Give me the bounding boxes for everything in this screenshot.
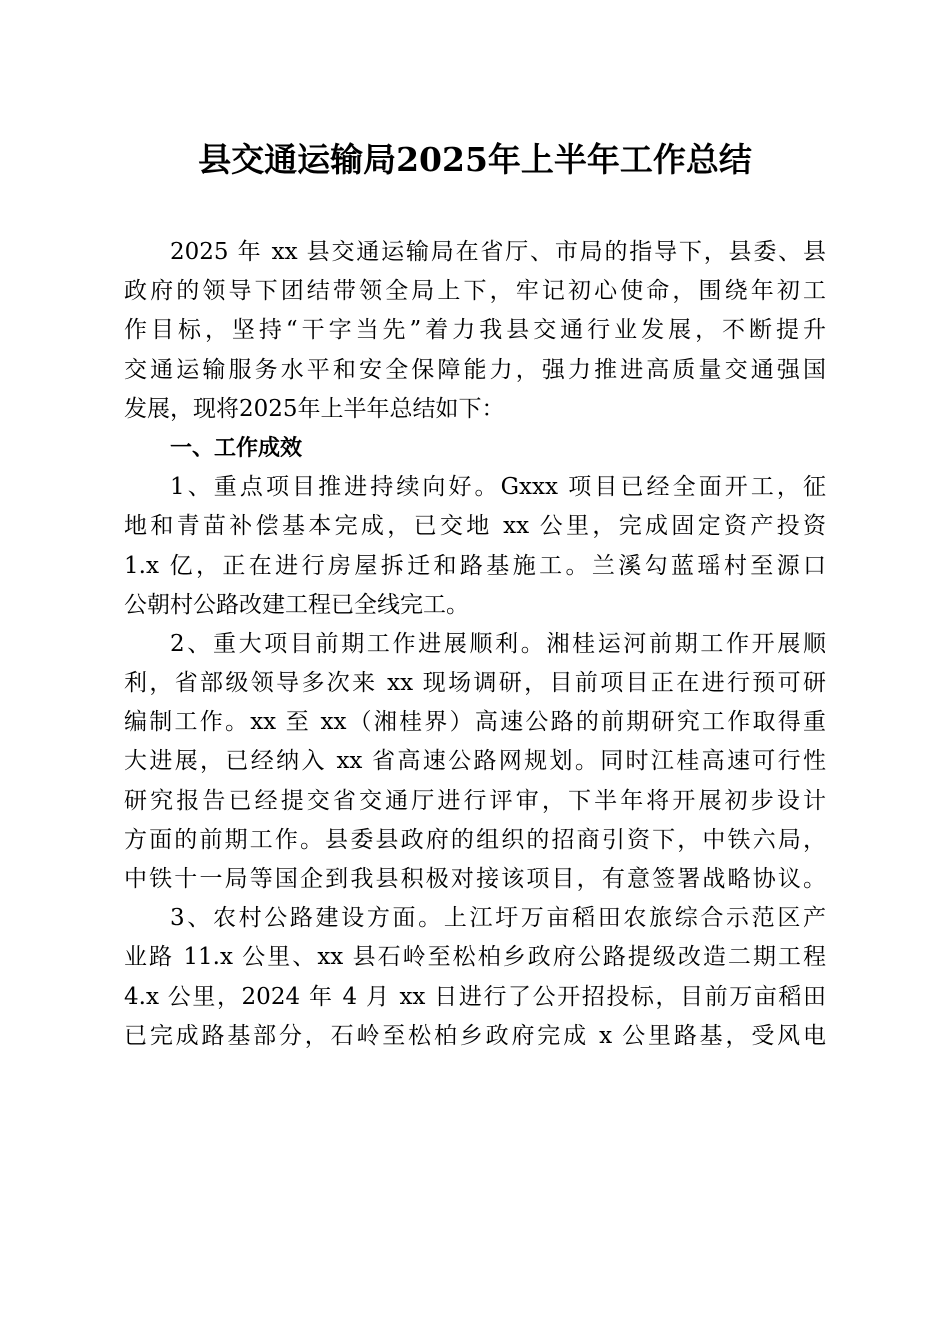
paragraph-line: 大进展，已经纳入 xx 省高速公路网规划。同时江桂高速可行性	[124, 748, 826, 775]
paragraph-line: 2025 年 xx 县交通运输局在省厅、市局的指导下，县委、县	[170, 239, 826, 265]
paragraph-line: 编制工作。xx 至 xx（湘桂界）高速公路的前期研究工作取得重	[124, 709, 826, 736]
paragraph-line: 1、重点项目推进持续向好。Gxxx 项目已经全面开工，征	[170, 474, 826, 501]
paragraph-line: 研究报告已经提交省交通厅进行评审，下半年将开展初步设计	[124, 787, 826, 814]
paragraph-line: 交通运输服务水平和安全保障能力，强力推进高质量交通强国	[124, 356, 826, 383]
paragraph-line: 中铁十一局等国企到我县积极对接该项目，有意签署战略协议。	[124, 866, 826, 892]
paragraph-line: 业路 11.x 公里、xx 县石岭至松柏乡政府公路提级改造二期工程	[124, 944, 826, 971]
paragraph-line: 作目标，坚持“干字当先”着力我县交通行业发展，不断提升	[124, 317, 826, 344]
document-body	[124, 233, 826, 1056]
paragraph-line: 发展，现将2025年上半年总结如下：	[124, 395, 505, 422]
paragraph-line: 利，省部级领导多次来 xx 现场调研，目前项目正在进行预可研	[124, 670, 826, 697]
paragraph-line: 2、重大项目前期工作进展顺利。湘桂运河前期工作开展顺	[170, 630, 826, 657]
paragraph-line: 1.x 亿，正在进行房屋拆迁和路基施工。兰溪勾蓝瑶村至源口	[124, 552, 826, 579]
paragraph-line: 已完成路基部分，石岭至松柏乡政府完成 x 公里路基，受风电	[124, 1022, 826, 1049]
paragraph-line: 4.x 公里，2024 年 4 月 xx 日进行了公开招投标，目前万亩稻田	[124, 983, 826, 1010]
paragraph-line: 3、农村公路建设方面。上江圩万亩稻田农旅综合示范区产	[170, 905, 826, 932]
paragraph-line: 地和青苗补偿基本完成，已交地 xx 公里，完成固定资产投资	[124, 513, 826, 540]
document-title: 县交通运输局2025年上半年工作总结	[198, 140, 752, 179]
section-heading: 一、工作成效	[170, 435, 303, 461]
paragraph-line: 方面的前期工作。县委县政府的组织的招商引资下，中铁六局，	[124, 826, 826, 853]
paragraph-line: 公朝村公路改建工程已全线完工。	[124, 591, 469, 618]
paragraph-line: 政府的领导下团结带领全局上下，牢记初心使命，围绕年初工	[124, 278, 826, 305]
